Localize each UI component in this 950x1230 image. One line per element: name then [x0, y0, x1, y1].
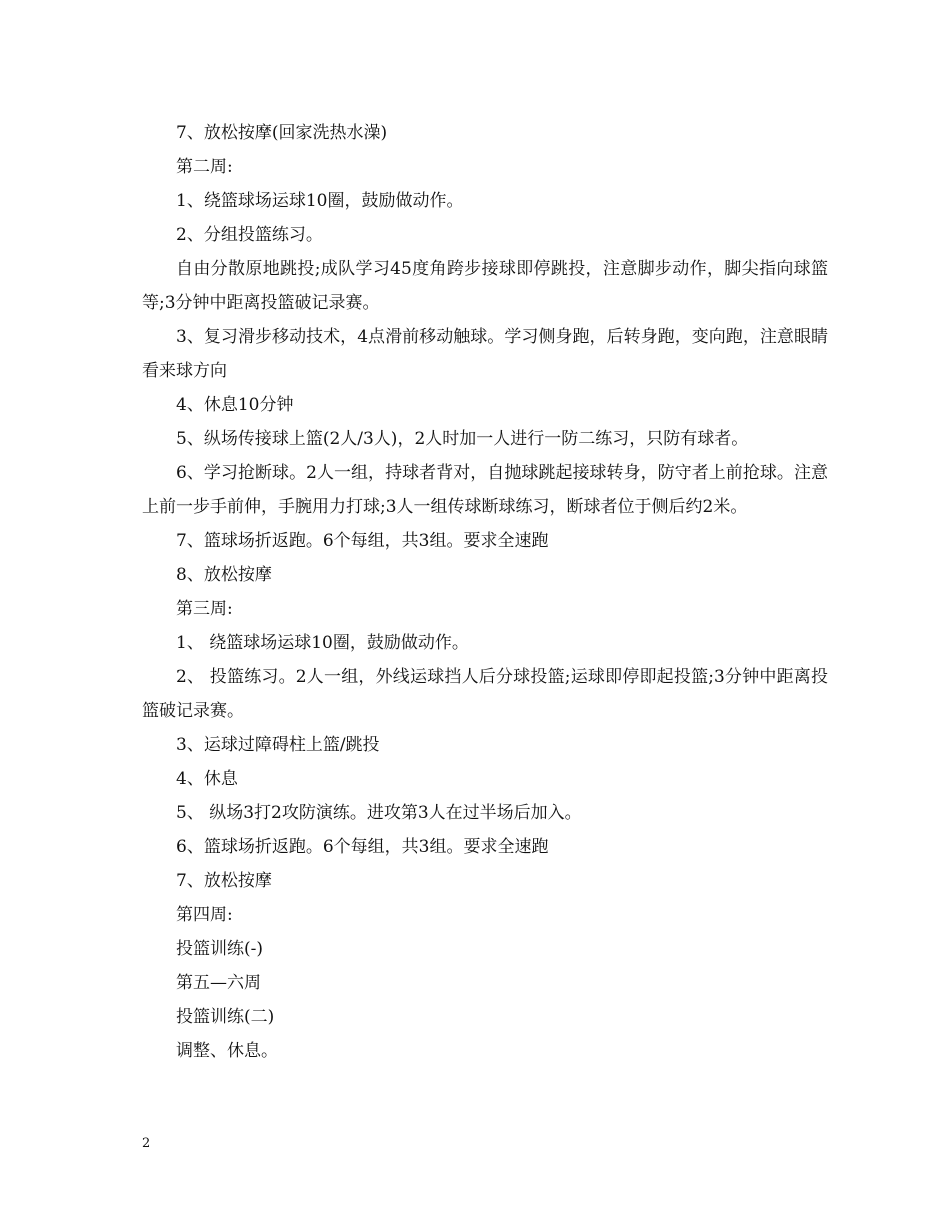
paragraph: 1、绕篮球场运球10圈，鼓励做动作。 [176, 191, 464, 211]
paragraph: 6、学习抢断球。2人一组，持球者背对，自抛球跳起接球转身，防守者上前抢球。注意上前一步手前伸，手腕用力打球;3人一组传球断球练习，断球者位于侧后约2米。 [142, 463, 828, 517]
page-body [142, 116, 828, 1068]
section-heading-week-3: 第三周: [176, 599, 233, 619]
paragraph: 3、复习滑步移动技术，4点滑前移动触球。学习侧身跑，后转身跑，变向跑，注意眼睛看来球方向 [142, 327, 828, 381]
paragraph: 5、 纵场3打2攻防演练。进攻第3人在过半场后加入。 [176, 803, 582, 823]
section-heading-week-5-6: 第五—六周 [176, 973, 261, 993]
paragraph: 6、篮球场折返跑。6个每组，共3组。要求全速跑 [176, 837, 549, 857]
paragraph: 2、分组投篮练习。 [176, 225, 323, 245]
section-heading-week-2: 第二周: [176, 157, 233, 177]
paragraph: 自由分散原地跳投;成队学习45度角跨步接球即停跳投，注意脚步动作，脚尖指向球篮等;3分钟中距离投篮破记录赛。 [142, 259, 828, 313]
paragraph: 投篮训练(二) [176, 1007, 275, 1027]
paragraph: 7、放松按摩(回家洗热水澡) [176, 123, 388, 143]
paragraph: 7、放松按摩 [176, 871, 272, 891]
paragraph: 4、休息 [176, 769, 238, 789]
paragraph: 5、纵场传接球上篮(2人/3人)，2人时加一人进行一防二练习，只防有球者。 [176, 429, 749, 449]
page-number: 2 [142, 1136, 151, 1151]
paragraph: 3、运球过障碍柱上篮/跳投 [176, 735, 380, 755]
paragraph: 调整、休息。 [176, 1041, 278, 1061]
paragraph: 4、休息10分钟 [176, 395, 294, 415]
paragraph: 2、 投篮练习。2人一组，外线运球挡人后分球投篮;运球即停即起投篮;3分钟中距离投篮破记录赛。 [142, 667, 828, 721]
paragraph: 8、放松按摩 [176, 565, 272, 585]
paragraph: 投篮训练(-) [176, 939, 264, 959]
paragraph: 1、 绕篮球场运球10圈，鼓励做动作。 [176, 633, 469, 653]
section-heading-week-4: 第四周: [176, 905, 233, 925]
paragraph: 7、篮球场折返跑。6个每组，共3组。要求全速跑 [176, 531, 549, 551]
